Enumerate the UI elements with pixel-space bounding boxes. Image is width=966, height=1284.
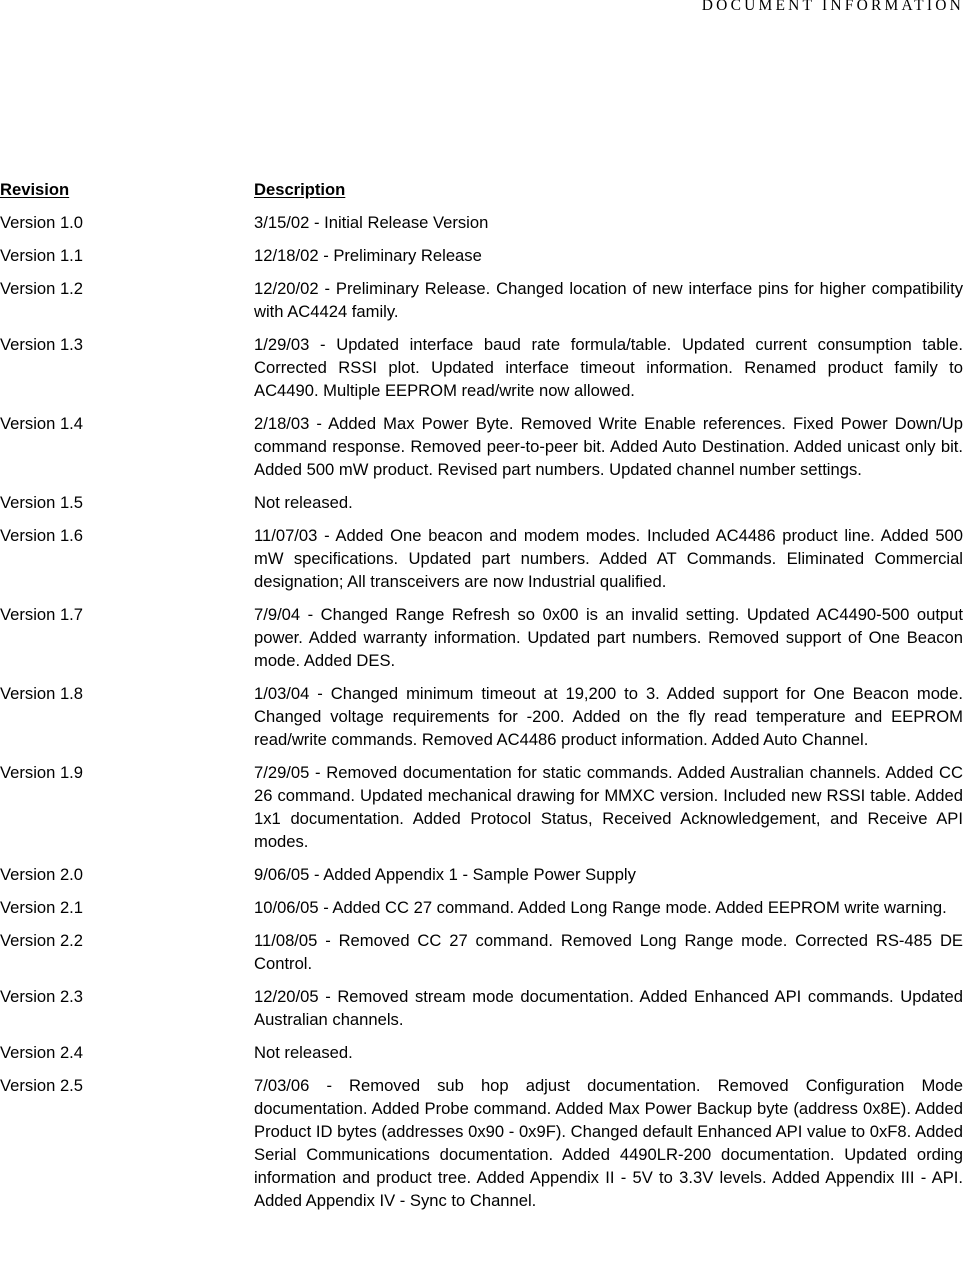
revision-row (0, 1041, 963, 1064)
revision-description: 7/9/04 - Changed Range Refresh so 0x00 is an invalid setting. Updated AC4490-500 output power. Added warranty information. Updated part numbers. Removed support of One Beacon mode. Added DES. (254, 605, 963, 670)
revision-row (0, 761, 963, 853)
revision-version: Version 1.9 (0, 763, 84, 782)
revision-description: 1/03/04 - Changed minimum timeout at 19,200 to 3. Added support for One Beacon mode. Changed voltage requirements for -200. Added on the fly read temperature and EEPROM read/write commands. Removed AC4486 product information. Added Auto Channel. (254, 684, 963, 749)
revision-version: Version 1.2 (0, 279, 84, 298)
revision-row (0, 244, 963, 267)
revision-version: Version 1.6 (0, 526, 84, 545)
revision-version: Version 1.3 (0, 335, 84, 354)
revision-row (0, 682, 963, 751)
revision-row (0, 863, 963, 886)
revision-description: 7/29/05 - Removed documentation for static commands. Added Australian channels. Added CC 26 command. Updated mechanical drawing for MMXC version. Included new RSSI table. Added 1x1 documentation. Added Protocol Status, Received Acknowledgement, and Receive API modes. (254, 763, 963, 851)
revision-row (0, 211, 963, 234)
revision-version: Version 2.1 (0, 898, 84, 917)
revision-version: Version 2.4 (0, 1043, 84, 1062)
revision-description: 12/18/02 - Preliminary Release (254, 246, 482, 265)
revision-version: Version 2.3 (0, 987, 84, 1006)
revision-version: Version 2.2 (0, 931, 84, 950)
revision-row (0, 333, 963, 402)
revision-row (0, 524, 963, 593)
revision-description: 12/20/05 - Removed stream mode documentation. Added Enhanced API commands. Updated Australian channels. (254, 987, 963, 1029)
revision-description: 9/06/05 - Added Appendix 1 - Sample Power Supply (254, 865, 636, 884)
revision-row (0, 985, 963, 1031)
revision-version: Version 1.0 (0, 213, 84, 232)
revision-table-header (0, 178, 963, 201)
revision-description: Not released. (254, 493, 353, 512)
revision-row (0, 412, 963, 481)
revision-version: Version 2.0 (0, 865, 84, 884)
revision-row (0, 277, 963, 323)
revision-version: Version 1.5 (0, 493, 84, 512)
description-column-header: Description (254, 180, 346, 199)
revision-description: 2/18/03 - Added Max Power Byte. Removed Write Enable references. Fixed Power Down/Up command response. Removed peer-to-peer bit. Added Auto Destination. Added unicast only bit. Added 500 mW product. Revised part numbers. Updated channel number settings. (254, 414, 963, 479)
revision-description: 11/07/03 - Added One beacon and modem modes. Included AC4486 product line. Added 500 mW specifications. Updated part numbers. Added AT Commands. Eliminated Commercial designation; All transceivers are now Industrial qualified. (254, 526, 963, 591)
revision-row (0, 603, 963, 672)
revision-row (0, 491, 963, 514)
revision-description: 7/03/06 - Removed sub hop adjust documentation. Removed Configuration Mode documentation. Added Probe command. Added Max Power Backup byte (address 0x8E). Added Product ID bytes (addresses 0x90 - 0x9F). Changed default Enhanced API value to 0xF8. Added Serial Communications documentation. Added 4490LR-200 documentation. Updated ording information and product tree. Added Appendix II - 5V to 3.3V levels. Added Appendix III - API. Added Appendix IV - Sync to Channel. (254, 1076, 963, 1210)
revision-description: 10/06/05 - Added CC 27 command. Added Long Range mode. Added EEPROM write warning. (254, 898, 947, 917)
revision-description: 11/08/05 - Removed CC 27 command. Removed Long Range mode. Corrected RS-485 DE Control. (254, 931, 963, 973)
revision-version: Version 2.5 (0, 1076, 84, 1095)
revision-version: Version 1.7 (0, 605, 84, 624)
revision-column-header: Revision (0, 180, 70, 199)
page-header: DOCUMENT INFORMATION (701, 0, 964, 14)
revision-version: Version 1.1 (0, 246, 84, 265)
revision-row (0, 929, 963, 975)
revision-version: Version 1.4 (0, 414, 84, 433)
revision-description: Not released. (254, 1043, 353, 1062)
revision-row (0, 1074, 963, 1212)
revision-table (0, 178, 963, 1222)
revision-description: 3/15/02 - Initial Release Version (254, 213, 489, 232)
revision-row (0, 896, 963, 919)
revision-description: 12/20/02 - Preliminary Release. Changed location of new interface pins for higher compatibility with AC4424 family. (254, 279, 963, 321)
revision-version: Version 1.8 (0, 684, 84, 703)
revision-description: 1/29/03 - Updated interface baud rate formula/table. Updated current consumption table. Corrected RSSI plot. Updated interface timeout information. Renamed product family to AC4490. Multiple EEPROM read/write now allowed. (254, 335, 963, 400)
